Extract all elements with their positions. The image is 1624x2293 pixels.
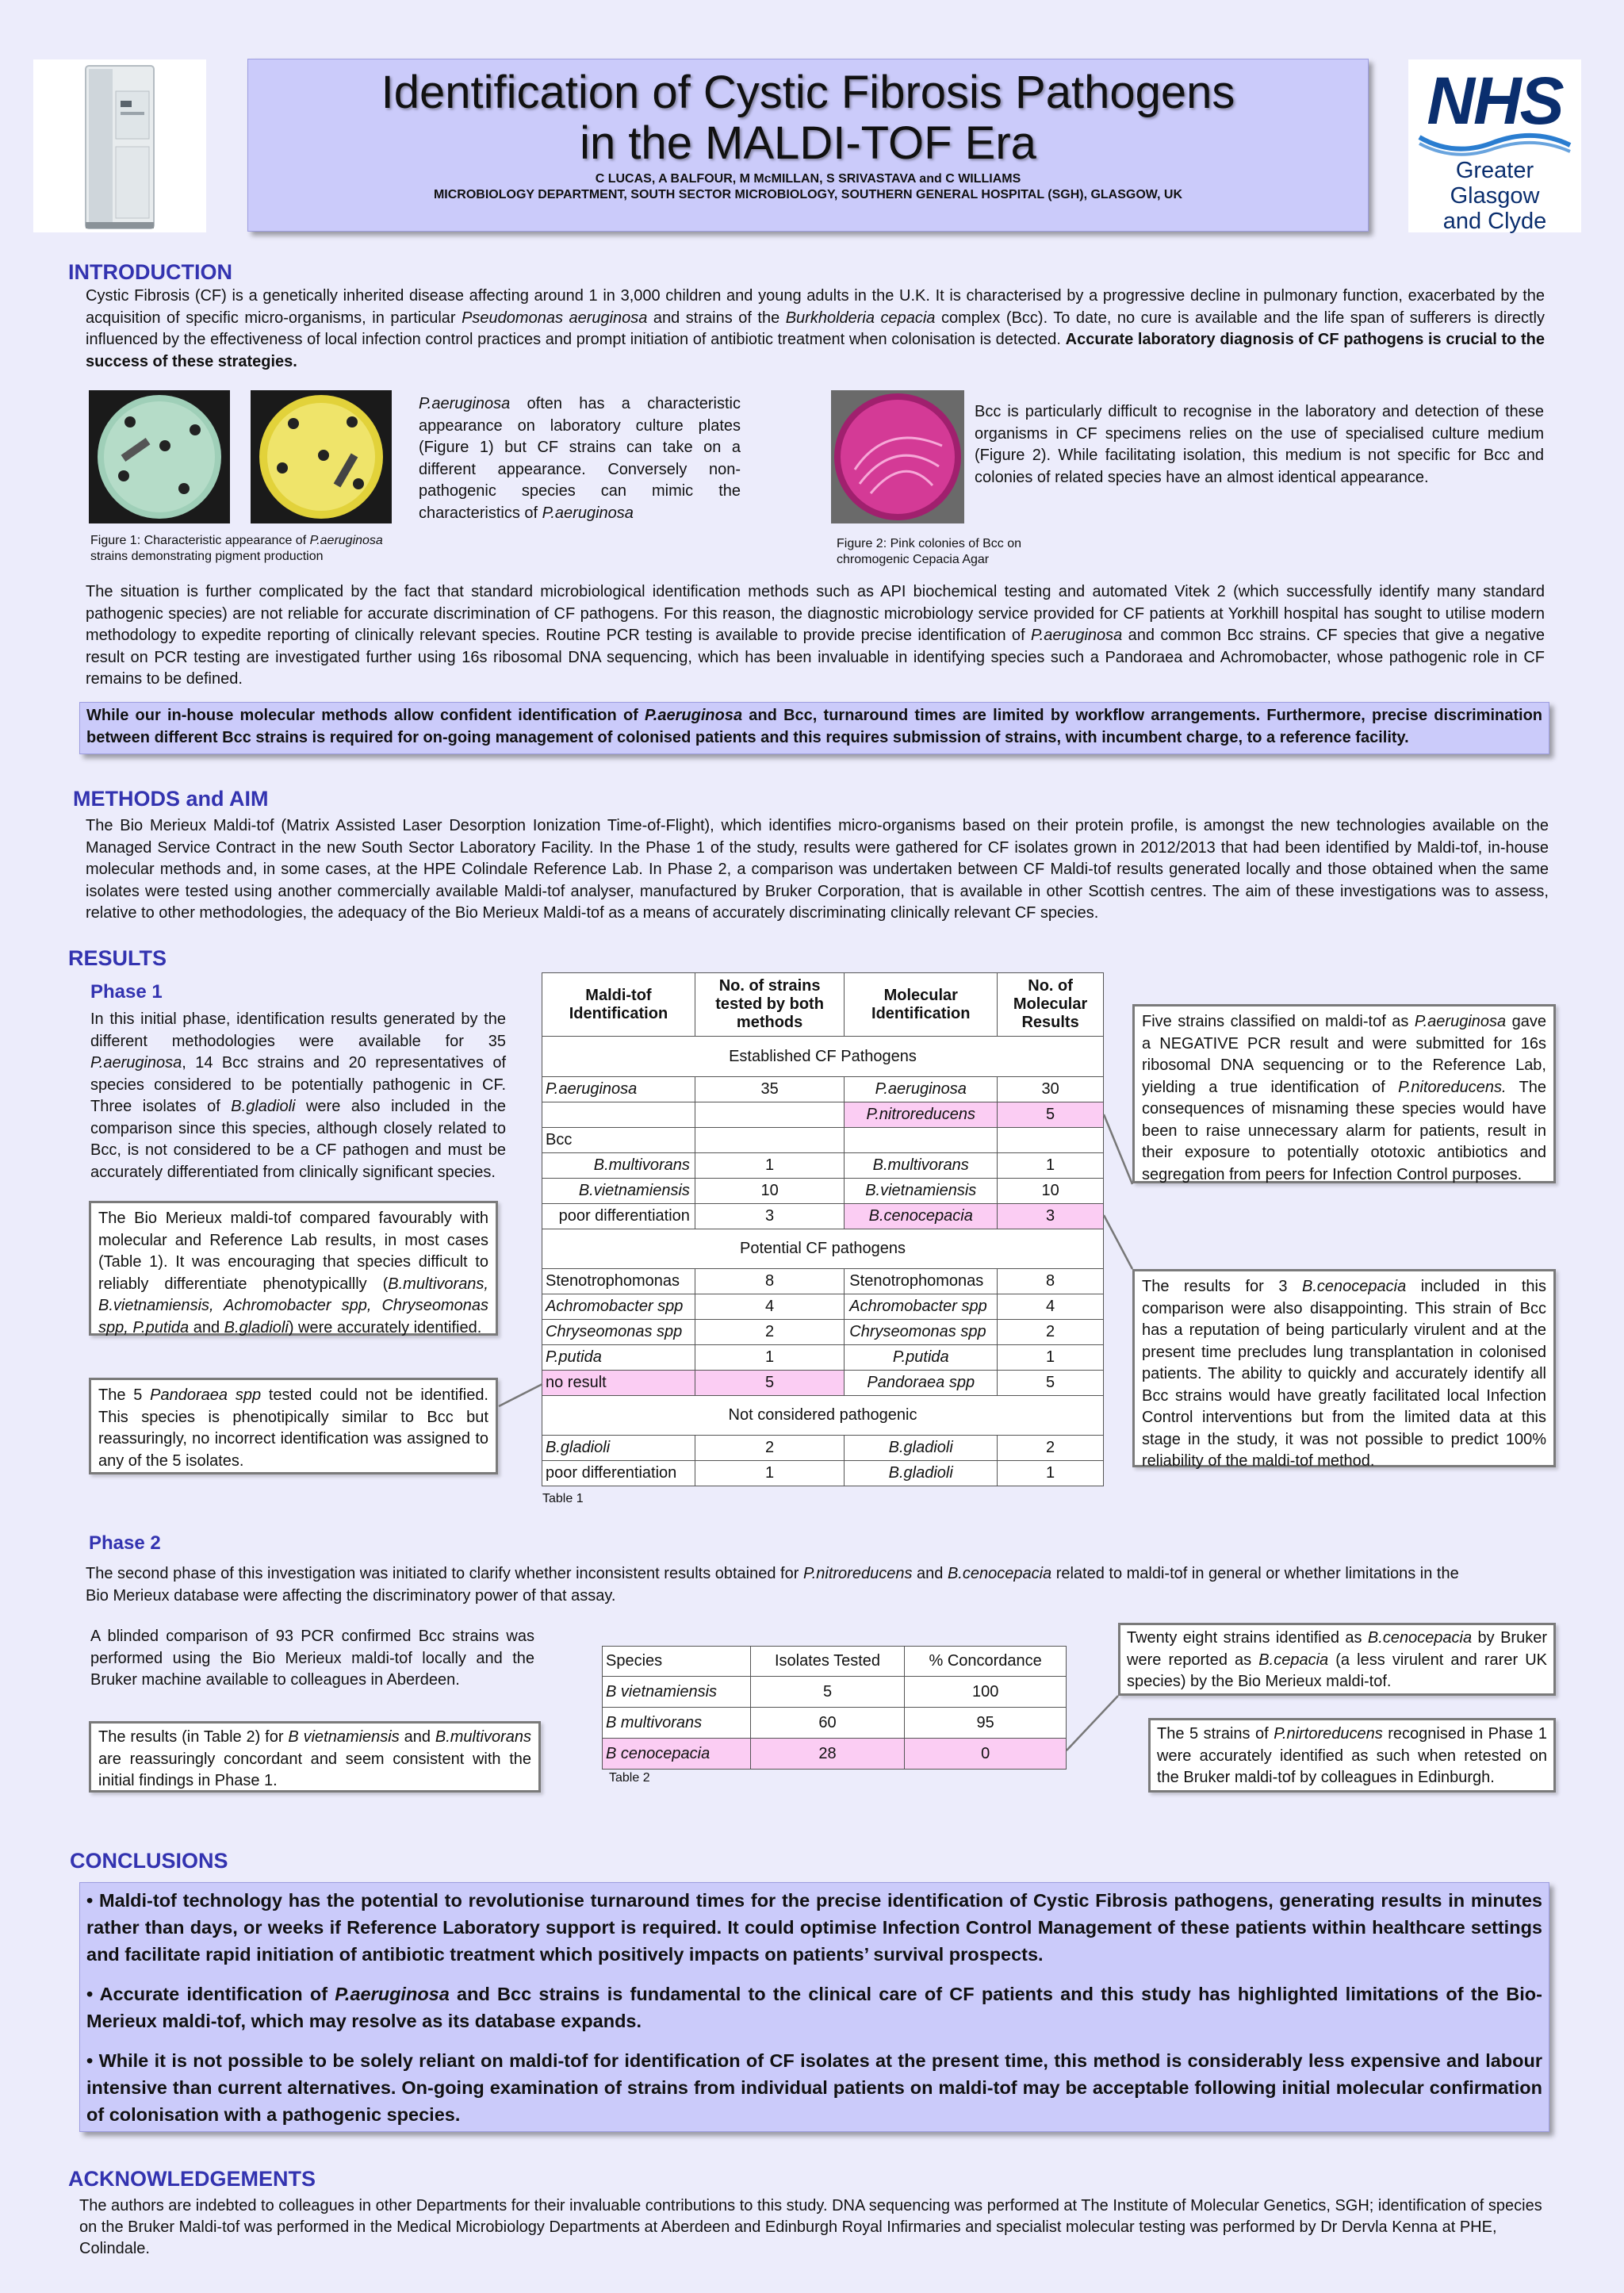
introduction-paragraph-2 [86, 581, 1545, 691]
table1-cell: 5 [998, 1371, 1104, 1396]
table2-cell: 95 [905, 1708, 1067, 1739]
table1-cell: 2 [695, 1436, 844, 1461]
box-text: (a less virulent and rarer UK species) by the Bio Merieux maldi-tof. [1127, 1651, 1547, 1690]
species-name: B.cenocepacia [1367, 1629, 1473, 1647]
table1 [542, 972, 1104, 1486]
highlight-species: P.aeruginosa [645, 707, 743, 724]
table1-cell: 1 [998, 1461, 1104, 1486]
table1-row [542, 1179, 1104, 1204]
intro-text: Cystic Fibrosis (CF) is a genetically inherited disease affecting around 1 in 3,000 children and young adults in the U.K. It is characterised by a progressive decline in pulmonary function, exacerbated by the acquisition of specific micro-organisms, in particular [86, 287, 1545, 327]
box-text: The results for 3 [1142, 1278, 1302, 1295]
figure1-caption [90, 533, 423, 565]
table2-header: Isolates Tested [750, 1647, 905, 1677]
box-text: Twenty eight strains identified as [1127, 1629, 1368, 1647]
conclusion-text: and Bcc strains is fundamental to the clinical care of CF patients and this study has highlighted limitations of the Bio-Merieux maldi-tof, which may resolve as its database expands. [86, 1984, 1542, 2031]
table1-group-label: Potential CF pathogens [542, 1229, 1104, 1269]
box-text: The consequences of misnaming these species would have been to raise unnecessary alarm for patients, result in their exposure to potentially ototoxic antibiotics and segregation from peers for Infection Control purposes. [1142, 1078, 1546, 1183]
table1-cell: 30 [998, 1077, 1104, 1102]
species-name: P.aeruginosa [419, 395, 511, 412]
table1-group-row [542, 1037, 1104, 1077]
table1-cell-highlight: 3 [998, 1204, 1104, 1229]
table1-header: Molecular Identification [845, 973, 998, 1037]
table1-cell-highlight: P.nitroreducens [845, 1102, 998, 1128]
table1-cell: 1 [998, 1345, 1104, 1371]
nhs-logo [1408, 59, 1581, 232]
intro-text: and common Bcc strains. CF species that give a negative result on PCR testing are investigated further using 16s ribosomal DNA sequencing, which has been invaluable in identifying species such a Pandoraea and Achromobacter, whose pathogenic role in CF remains to be defined. [86, 627, 1545, 688]
highlight-text: While our in-house molecular methods allow confident identification of [86, 707, 645, 724]
table2-cell: 100 [905, 1677, 1067, 1708]
conclusion-text: • Accurate identification of [86, 1984, 335, 2004]
table2-cell: 60 [750, 1708, 905, 1739]
table1-cell: 8 [695, 1269, 844, 1294]
table2-header-row [603, 1647, 1067, 1677]
table1-cell: 4 [695, 1294, 844, 1320]
table1-row [542, 1461, 1104, 1486]
table1-cell-highlight: no result [542, 1371, 695, 1396]
table1-cell: P.aeruginosa [542, 1077, 695, 1102]
table1-cell: Stenotrophomonas [542, 1269, 695, 1294]
table1-row [542, 1269, 1104, 1294]
species-name: P.aeruginosa [335, 1984, 450, 2004]
bruker-cenocepacia-box [1118, 1623, 1556, 1696]
table2-caption: Table 2 [609, 1771, 650, 1785]
table1-cell: 1 [695, 1345, 844, 1371]
box-text: The 5 [98, 1386, 151, 1404]
title-banner [247, 59, 1369, 232]
table1-row [542, 1128, 1104, 1153]
conclusions-box [79, 1882, 1549, 2132]
phase2-concordance-box [89, 1721, 541, 1793]
acknowledgements-paragraph: The authors are indebted to colleagues in other Departments for their invaluable contributions to this study. DNA sequencing was performed at The Institute of Molecular Genetics, SGH; identification of species on the Bruker Maldi-tof was performed in the Medical Microbiology Departments at Aberdeen and Edinburgh Royal Infirmaries and specialist molecular testing was performed by Dr Dervla Kenna at PHE, Colindale. [79, 2197, 1542, 2257]
caption-text: strains demonstrating pigment production [90, 550, 324, 563]
table1-header: Maldi-tof Identification [542, 973, 695, 1037]
phase1-text: , 14 Bcc strains and 20 representatives of species considered to be potentially pathogenic in CF. Three isolates of [90, 1054, 506, 1115]
figure2-plate-pink [831, 390, 964, 523]
table2-cell: B vietnamiensis [603, 1677, 751, 1708]
table1-header-row [542, 973, 1104, 1037]
table1-cell: 2 [998, 1436, 1104, 1461]
box-text: gave a NEGATIVE PCR result and were submitted for 16s ribosomal DNA sequencing or to the Reference Lab, yielding a true identification of [1142, 1013, 1546, 1096]
species-name: B.cenocepacia [1301, 1278, 1407, 1295]
table1-cell: B.gladioli [845, 1461, 998, 1486]
table1-cell: 1 [695, 1461, 844, 1486]
species-list: B.multivorans, B.vietnamiensis, Achromobacter spp, Chryseomonas spp, P.putida [98, 1275, 488, 1336]
intro-text: The situation is further complicated by the fact that standard microbiological identification methods such as API biochemical testing and automated Vitek 2 (which successfully identify many standard pathogenic species) are not reliable for accurate discrimination of CF pathogens. For this reason, the diagnostic microbiology service provided for CF patients at Yorkhill hospital has sought to utilise modern methodology to expedite reporting of clinically relevant species. Routine PCR testing is available to provide precise identification of [86, 583, 1545, 644]
table1-group-row [542, 1229, 1104, 1269]
phase2-text: related to maldi-tof in general or whether limitations in the Bio Merieux database were affecting the discriminatory power of that assay. [86, 1565, 1459, 1605]
poster-title-line1: Identification of Cystic Fibrosis Pathogens [381, 67, 1235, 118]
table1-cell: B.gladioli [845, 1436, 998, 1461]
figure1-description [419, 393, 741, 524]
box-text: by Bruker were reported as [1127, 1629, 1547, 1669]
pandoraea-note-box [89, 1378, 498, 1474]
table1-cell-highlight: 5 [695, 1371, 844, 1396]
methods-heading: METHODS and AIM [73, 787, 269, 811]
phase1-comparison-box [89, 1201, 498, 1336]
table2-row [603, 1677, 1067, 1708]
species-name: B.gladioli [231, 1098, 296, 1115]
conclusion-item: • While it is not possible to be solely reliant on maldi-tof for identification of CF isolates at the present time, this method is considerably less expensive and labour intensive than current alternatives. On-going examination of strains from individual patients on maldi-tof may be acceptable following initial molecular confirmation of colonisation with a pathogenic species. [86, 2050, 1542, 2125]
table2-cell-highlight: 0 [905, 1739, 1067, 1770]
conclusion-item: • Maldi-tof technology has the potential to revolutionise turnaround times for the precise identification of Cystic Fibrosis pathogens, generating results in minutes rather than days, or weeks if Reference Laboratory support is required. It could optimise Infection Control Management of these patients within healthcare settings and facilitate rapid initiation of antibiotic treatment which positively impacts on patients’ survival prospects. [86, 1890, 1542, 1965]
table1-cell: Chryseomonas spp [542, 1320, 695, 1345]
figure2-description: Bcc is particularly difficult to recognise in the laboratory and detection of these organisms in CF specimens relies on the use of specialised culture medium (Figure 2). While facilitating isolation, this medium is not specific for Bcc and colonies of related species have an almost identical appearance. [975, 403, 1544, 486]
table2-cell-highlight: 28 [750, 1739, 905, 1770]
introduction-highlight-box [79, 702, 1549, 754]
phase2-heading: Phase 2 [89, 1532, 161, 1554]
phase2-paragraph [86, 1563, 1469, 1607]
caption-species: P.aeruginosa [309, 534, 383, 547]
table1-cell: Achromobacter spp [845, 1294, 998, 1320]
table1-row [542, 1153, 1104, 1179]
table1-cell: B.multivorans [845, 1153, 998, 1179]
table1-row [542, 1345, 1104, 1371]
table1-group-label: Not considered pathogenic [542, 1396, 1104, 1436]
introduction-heading: INTRODUCTION [68, 260, 232, 284]
table2-cell: 5 [750, 1677, 905, 1708]
table1-cell: 3 [695, 1204, 844, 1229]
nhs-logo-mark: NHS [1427, 63, 1563, 138]
table1-cell [845, 1128, 998, 1153]
authors: C LUCAS, A BALFOUR, M McMILLAN, S SRIVASTAVA and C WILLIAMS [595, 172, 1021, 186]
species-name: B.cenocepacia [947, 1565, 1052, 1582]
table1-cell: 1 [998, 1153, 1104, 1179]
box-text: are reassuringly concordant and seem consistent with the initial findings in Phase 1. [98, 1750, 531, 1789]
table2-cell-highlight: B cenocepacia [603, 1739, 751, 1770]
phase1-text: In this initial phase, identification results generated by the different methodologies were available for 35 [90, 1010, 506, 1050]
table1-cell: 2 [998, 1320, 1104, 1345]
table1-cell: 10 [695, 1179, 844, 1204]
table1-row [542, 1077, 1104, 1102]
results-heading: RESULTS [68, 946, 167, 970]
table1-cell [695, 1102, 844, 1128]
bruker-nitroreducens-box [1148, 1718, 1556, 1793]
box-text: ) were accurately identified. [288, 1318, 482, 1336]
table1-cell [998, 1128, 1104, 1153]
table1-cell: B.gladioli [542, 1436, 695, 1461]
nitroreducens-note-box [1132, 1004, 1556, 1183]
table1-cell: Stenotrophomonas [845, 1269, 998, 1294]
table1-cell: 35 [695, 1077, 844, 1102]
highlight-text: and Bcc, turnaround times are limited by workflow arrangements. Furthermore, precise discrimination between different Bcc strains is required for on-going management of colonised patients and this requires submission of strains, with incumbent charge, to a reference facility. [86, 707, 1543, 746]
table1-cell [695, 1128, 844, 1153]
phase2-text: The second phase of this investigation was initiated to clarify whether inconsistent results obtained for [86, 1565, 803, 1582]
table2 [602, 1646, 1067, 1770]
table1-cell: 8 [998, 1269, 1104, 1294]
acknowledgements-heading: ACKNOWLEDGEMENTS [68, 2167, 316, 2191]
box-text: tested could not be identified. This species is phenotipically similar to Bcc but reassuringly, no incorrect identification was assigned to any of the 5 isolates. [98, 1386, 488, 1470]
box-text: included in this comparison were also disappointing. This strain of Bcc has a reputation of being particularly virulent and at the present time precludes lung transplantation in colonised patients. The ability to quickly and accurately identify all Bcc strains would have greatly facilitated local Infection Control interventions but from the limited data at this stage in the study, it was not possible to predict 100% reliability of the maldi-tof method. [1142, 1278, 1546, 1470]
phase1-heading: Phase 1 [90, 981, 163, 1003]
intro-emphasis: Accurate laboratory diagnosis of CF pathogens is crucial to the success of these strategies. [86, 331, 1545, 370]
box-text: and [189, 1318, 224, 1336]
species-name: P.nitoreducens. [1398, 1078, 1507, 1096]
table2-header: Species [603, 1647, 751, 1677]
species-name: P.aeruginosa [90, 1054, 182, 1072]
introduction-paragraph [86, 286, 1545, 373]
table1-row [542, 1320, 1104, 1345]
table1-cell: P.aeruginosa [845, 1077, 998, 1102]
species-name: P.aeruginosa [542, 504, 634, 522]
intro-species: P.aeruginosa [1030, 627, 1123, 644]
species-name: B.gladioli [224, 1318, 289, 1336]
phase1-text: were also included in the comparison since this species, although closely related to Bcc, is not considered to be a CF pathogen and must be accurately differentiated from clinically significant species. [90, 1098, 506, 1181]
table1-cell: Chryseomonas spp [845, 1320, 998, 1345]
box-text: Five strains classified on maldi-tof as [1142, 1013, 1415, 1030]
table1-row [542, 1102, 1104, 1128]
table1-cell: B.vietnamiensis [845, 1179, 998, 1204]
table1-caption: Table 1 [542, 1492, 584, 1505]
box-text: The results (in Table 2) for [98, 1728, 289, 1746]
poster-title-line2: in the MALDI-TOF Era [580, 117, 1036, 169]
methods-paragraph: The Bio Merieux Maldi-tof (Matrix Assisted Laser Desorption Ionization Time-of-Flight), which identifies micro-organisms based on their protein profile, is amongst the new technologies available on the Managed Service Contract in the new South Sector Laboratory Facility. In the Phase 1 of the study, results were gathered for CF isolates grown in 2012/2013 that had been identified by Maldi-tof, in-house molecular methods and, in some cases, at the HPE Colindale Reference Lab. In Phase 2, a comparison was undertaken between CF Maldi-tof results generated locally and those obtained when the same isolates were tested using another commercially available Maldi-tof analyser, manufactured by Bruker Corporation, that is available in other Scottish centres. The aim of these investigations was to assess, relative to other methodologies, the adequacy of the Bio Merieux Maldi-tof as a means of accurately discriminating clinically relevant CF species. [86, 817, 1549, 922]
table1-header: No. of Molecular Results [998, 973, 1104, 1037]
table1-row [542, 1436, 1104, 1461]
table1-row [542, 1294, 1104, 1320]
box-text: The Bio Merieux maldi-tof compared favourably with molecular and Reference Lab results, in most cases (Table 1). It was encouraging that species difficult to reliably differentiate phenotypicallly ( [98, 1210, 488, 1293]
figure1-text: often has a characteristic appearance on laboratory culture plates (Figure 1) but CF strains can take on a different appearance. Conversely non-pathogenic species can mimic the characteristics of [419, 395, 741, 522]
table1-cell: 2 [695, 1320, 844, 1345]
table2-header: % Concordance [905, 1647, 1067, 1677]
maldi-instrument-image [33, 59, 206, 232]
species-name: P.nitroreducens [802, 1565, 913, 1582]
intro-text: complex (Bcc). To date, no cure is available and the life span of sufferers is directly influenced by the effectiveness of local infection control practices and prompt initiation of antibiotic treatment when colonisation is detected. [86, 309, 1545, 348]
caption-line2: chromogenic Cepacia Agar [837, 553, 990, 566]
table1-cell: P.putida [542, 1345, 695, 1371]
table2-cell: B multivorans [603, 1708, 751, 1739]
table1-cell: 10 [998, 1179, 1104, 1204]
affiliation: MICROBIOLOGY DEPARTMENT, SOUTH SECTOR MICROBIOLOGY, SOUTHERN GENERAL HOSPITAL (SGH), GLASGOW, UK [433, 188, 1183, 201]
species-name: B.multivorans [435, 1728, 532, 1746]
table1-cell: B.vietnamiensis [542, 1179, 695, 1204]
table1-cell: Achromobacter spp [542, 1294, 695, 1320]
table1-cell: P.putida [845, 1345, 998, 1371]
table2-row [603, 1739, 1067, 1770]
table2-row [603, 1708, 1067, 1739]
table1-cell: 4 [998, 1294, 1104, 1320]
table1-row [542, 1204, 1104, 1229]
caption-text: Figure 1: Characteristic appearance of [90, 534, 310, 547]
table1-cell: poor differentiation [542, 1461, 695, 1486]
table1-header: No. of strains tested by both methods [695, 973, 844, 1037]
box-text: The 5 strains of [1157, 1725, 1274, 1743]
table1-cell-highlight: B.cenocepacia [845, 1204, 998, 1229]
intro-text: and strains of the [647, 309, 786, 327]
table1-row [542, 1371, 1104, 1396]
caption-line1: Figure 2: Pink colonies of Bcc on [837, 537, 1022, 550]
species-name: P.nirtoreducens [1274, 1725, 1383, 1743]
figure1-plate-green [89, 390, 230, 523]
intro-species: Burkholderia cepacia [785, 309, 936, 327]
table1-cell: poor differentiation [542, 1204, 695, 1229]
table1-group-label: Established CF Pathogens [542, 1037, 1104, 1077]
phase2-blinded-comparison: A blinded comparison of 93 PCR confirmed Bcc strains was performed using the Bio Merieux maldi-tof locally and the Bruker machine available to colleagues in Aberdeen. [90, 1628, 534, 1689]
table1-group-row [542, 1396, 1104, 1436]
table1-cell-highlight: 5 [998, 1102, 1104, 1128]
intro-species: Pseudomonas aeruginosa [462, 309, 648, 327]
box-text: recognised in Phase 1 were accurately identified as such when retested on the Bruker maldi-tof by colleagues in Edinburgh. [1157, 1725, 1547, 1786]
table1-cell: Pandoraea spp [845, 1371, 998, 1396]
species-name: Pandoraea spp [150, 1386, 262, 1404]
species-name: B.cepacia [1258, 1651, 1329, 1669]
figure1-plate-yellow [251, 390, 392, 523]
table1-cell: Bcc [542, 1128, 695, 1153]
figure2-caption [837, 536, 1074, 568]
species-name: P.aeruginosa [1414, 1013, 1507, 1030]
conclusions-heading: CONCLUSIONS [70, 1849, 228, 1873]
phase1-paragraph [90, 1009, 506, 1183]
table1-cell: 1 [695, 1153, 844, 1179]
nhs-board-line2: and Clyde [1442, 209, 1547, 234]
species-name: B vietnamiensis [288, 1728, 400, 1746]
phase2-text: and [912, 1565, 948, 1582]
table1-cell [542, 1102, 695, 1128]
nhs-board-line1: Greater Glasgow [1450, 158, 1540, 209]
cenocepacia-note-box [1132, 1269, 1556, 1470]
conclusion-item [86, 1980, 1542, 2034]
table1-cell: B.multivorans [542, 1153, 695, 1179]
box-text: and [399, 1728, 435, 1746]
